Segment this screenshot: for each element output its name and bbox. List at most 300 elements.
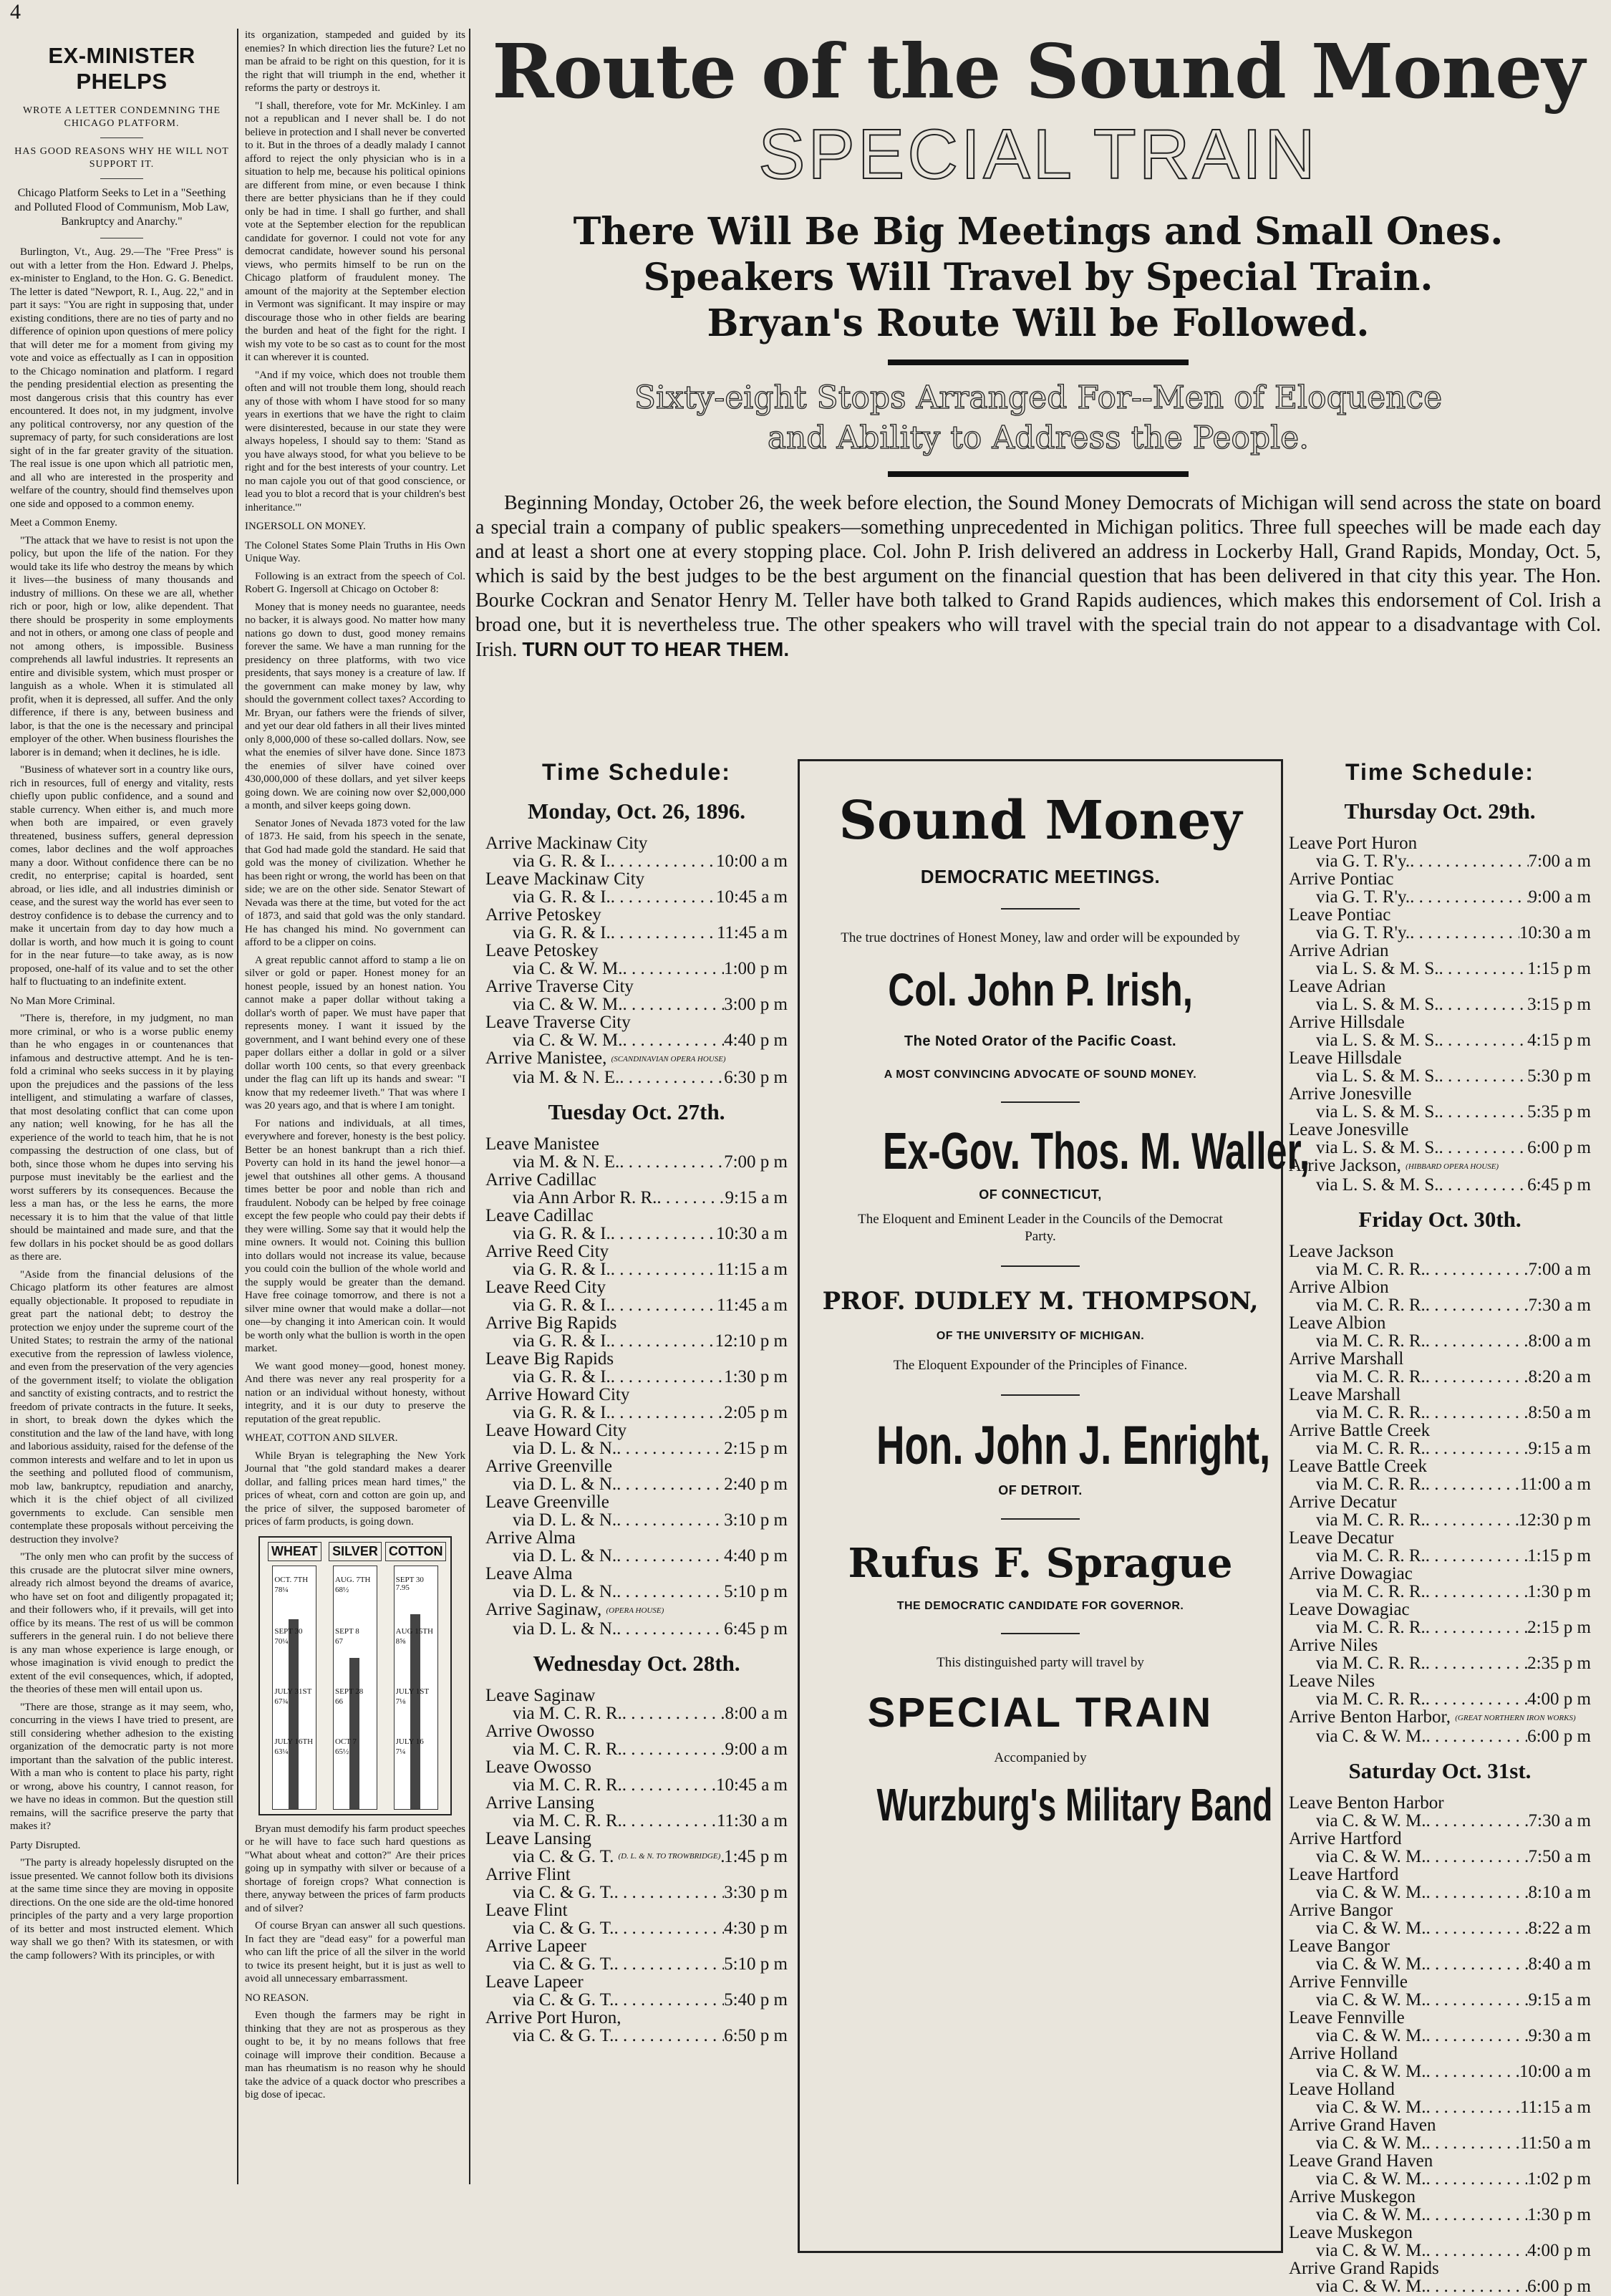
schedule-stop	[1289, 1565, 1591, 1601]
schedule-stop	[485, 1422, 788, 1457]
schedule-stop	[1289, 1243, 1591, 1278]
leader-dots	[1426, 1547, 1527, 1565]
stop-action	[1289, 1350, 1591, 1368]
schedule-stop	[1289, 1830, 1591, 1866]
stop-route	[1289, 1654, 1591, 1672]
schedule-day: Wednesday Oct. 28th.	[533, 1650, 740, 1676]
stop-station: Arrive Traverse City	[485, 977, 634, 996]
stop-action	[1289, 1157, 1591, 1176]
stop-railway: via C. & W. M.	[1316, 2169, 1426, 2189]
stop-route	[1289, 960, 1591, 978]
stop-route	[1289, 1103, 1591, 1121]
stop-time: 6:30 p m	[724, 1067, 788, 1087]
schedule-stop	[1289, 1422, 1591, 1457]
stop-railway: via C. & G. T.	[513, 1846, 614, 1866]
stop-railway: via C. & W. M.	[1316, 1918, 1426, 1938]
stop-time: 12:10 p m	[715, 1331, 788, 1351]
leader-dots	[1410, 888, 1528, 906]
schedule-stop	[485, 1493, 788, 1529]
stop-station: Arrive Battle Creek	[1289, 1420, 1431, 1440]
stop-railway: via C. & W. M.	[513, 959, 623, 978]
stop-action	[1289, 1708, 1591, 1727]
leader-dots	[616, 1620, 724, 1638]
leader-dots	[1410, 924, 1519, 942]
leader-dots	[1426, 1991, 1529, 2009]
leader-dots	[1439, 1067, 1528, 1085]
cotton-mark: JULY 16	[395, 1737, 424, 1746]
stop-station: Arrive Grand Rapids	[1289, 2258, 1439, 2278]
stop-route	[485, 1919, 788, 1937]
schedule-stop	[1289, 1121, 1591, 1157]
stop-time: 9:00 a m	[725, 1739, 788, 1759]
left-article-headline: EX-MINISTER PHELPS	[48, 43, 195, 94]
stop-route	[1289, 1368, 1591, 1386]
leader-dots	[1426, 2027, 1529, 2045]
page-number: 4	[10, 0, 21, 24]
stop-station: Leave Bangor	[1289, 1936, 1390, 1956]
stop-time: 12:30 p m	[1518, 1510, 1591, 1530]
stop-route	[485, 1955, 788, 1973]
article-paragraph: "The party is already hopelessly disrupted on the issue presented. We cannot follow both its divisions at the same time since they are moving in opposite directions. On the one side are the old-time honored principles of the party and a very large proportion of its better and most instructed element. Which way shall we go then? With its statesmen, or with the camp followers? With its principles, or with	[10, 1857, 233, 1962]
stop-railway: via M. C. R. R.	[1316, 1402, 1426, 1422]
stop-route	[485, 1153, 788, 1171]
stop-time: 10:45 a m	[716, 887, 788, 907]
stop-railway: via G. R. & I.	[513, 852, 611, 871]
stop-station: Arrive Lapeer	[485, 1936, 586, 1956]
schedule-stop	[1289, 2259, 1591, 2295]
stop-railway: via L. S. & M. S.	[1316, 1174, 1439, 1195]
stop-route	[485, 1189, 788, 1207]
schedule-stop	[1289, 1708, 1591, 1745]
cotton-mark: 8⅝	[395, 1636, 406, 1646]
schedule-stop	[485, 1049, 788, 1086]
article-paragraph: A great republic cannot afford to stamp a lie on silver or gold or paper. Honest money for an honest people, issued by an honest nation. You cannot make a paper dollar without taking a dollar's worth of paper. We must have paper that represents money. I want it issued by the government, and I want behind every one of these paper dollars either a dollar in gold or a silver dollar worth 100 cents, so that every greenback under the flag can lift up its hands and swear: "I know that my redeemer liveth." That was where I was 20 years ago, and that is where I am tonight.	[245, 954, 465, 1111]
stop-time: 4:30 p m	[724, 1918, 788, 1938]
stop-station: Arrive Mackinaw City	[485, 834, 648, 853]
column-rule	[237, 29, 238, 2184]
schedule-stop	[1289, 2009, 1591, 2045]
stop-route	[485, 1332, 788, 1350]
stop-railway: via C. & W. M.	[1316, 2204, 1426, 2224]
stop-railway: via M. & N. E.	[513, 1152, 620, 1172]
leader-dots	[1426, 1511, 1519, 1529]
stop-railway: via G. R. & I.	[513, 1295, 611, 1315]
leader-dots	[616, 1511, 724, 1529]
stop-station: Arrive Hillsdale	[1289, 1013, 1405, 1032]
stop-route	[485, 1260, 788, 1278]
stop-action	[485, 1601, 788, 1620]
schedule-stop	[1289, 1529, 1591, 1565]
stop-station: Leave Petoskey	[485, 941, 599, 960]
stop-station: Arrive Dowagiac	[1289, 1563, 1413, 1583]
stop-action	[1289, 1422, 1591, 1439]
wheat-label: WHEAT	[268, 1542, 321, 1561]
stop-station: Arrive Hartford	[1289, 1828, 1402, 1848]
stop-station: Leave Howard City	[485, 1420, 627, 1440]
stop-railway: via G. R. & I.	[513, 887, 611, 907]
stop-time: 10:30 a m	[1519, 923, 1591, 942]
stop-station: Leave Marshall	[1289, 1384, 1401, 1404]
stop-station: Arrive Adrian	[1289, 941, 1389, 960]
leader-dots	[1426, 2206, 1528, 2224]
left-article-column	[10, 43, 233, 2184]
leader-dots	[1426, 2170, 1528, 2188]
wheat-mark: 67¾	[274, 1697, 289, 1706]
schedule-stop	[1289, 1085, 1591, 1121]
leader-dots	[619, 1069, 724, 1086]
schedule-stop	[1289, 1901, 1591, 1937]
stop-time: 4:40 p m	[724, 1031, 788, 1050]
stop-time: 4:15 p m	[1527, 1031, 1591, 1050]
stop-action	[485, 2009, 788, 2027]
stop-railway: via D. L. & N.	[513, 1438, 617, 1458]
stop-station: Leave Jonesville	[1289, 1120, 1409, 1139]
article-subhead: No Man More Criminal.	[10, 995, 115, 1007]
stop-station: Leave Lapeer	[485, 1972, 584, 1992]
stop-station: Arrive Niles	[1289, 1635, 1378, 1655]
silver-mark: 65½	[334, 1747, 349, 1756]
cotton-label: COTTON	[385, 1542, 447, 1561]
stop-action	[485, 1901, 788, 1919]
stop-action	[1289, 834, 1591, 852]
stop-railway: via C. & W. M.	[1316, 1810, 1426, 1830]
stop-station: Arrive Saginaw,	[485, 1599, 602, 1619]
article-paragraph: "There is, therefore, in my judgment, no man more criminal, or who is a worse public enemy than he who engages in or countenances that infamous and destructive attempt. And he is ten-fold a criminal who seeks success in it by playing upon the prejudices and the passions of the less intelligent, and stimulating a warfare of classes, that most desolating conflict that can come upon any nation; well knowing, for he has all the experience of the world to teach him, that he is not compassing the destruction of one class, but of both, since those whom he dupes into serving his purpose must inevitably be the earliest and the worst sufferers by its consequences. Because the less a man has, or the less he earns, the more necessary it is to him that the value of that little should be maintained and made sure, and that the few dollars in his pocket should be as good dollars as there are.	[10, 1013, 233, 1263]
ad-subtitle-line: Sixty-eight Stops Arranged For--Men of Eloquence	[634, 380, 1443, 416]
stop-time: 9:00 a m	[1528, 887, 1591, 907]
stop-railway: via C. & G. T.	[513, 1954, 614, 1974]
cotton-mark: 7⅛	[395, 1697, 406, 1706]
leader-dots	[1426, 1727, 1528, 1745]
stop-route	[1289, 1690, 1591, 1708]
stop-time: 9:15 a m	[725, 1187, 788, 1207]
ad-intro-bold: TURN OUT TO HEAR THEM.	[522, 638, 790, 660]
divider	[100, 178, 143, 179]
stop-route	[1289, 1583, 1591, 1601]
mb-text: This distinguished party will travel by	[937, 1655, 1144, 1670]
stop-route	[1289, 1139, 1591, 1157]
stop-time: 10:00 a m	[1519, 2061, 1591, 2081]
stop-route	[485, 1704, 788, 1722]
schedule-day: Monday, Oct. 26, 1896.	[528, 799, 745, 824]
stop-time: 11:00 a m	[1519, 1474, 1591, 1494]
stop-action	[1289, 2188, 1591, 2206]
silver-label: SILVER	[329, 1542, 382, 1561]
stop-action	[1289, 1636, 1591, 1654]
stop-railway: via M. C. R. R.	[1316, 1653, 1426, 1673]
wheat-mark: SEPT 30	[274, 1626, 303, 1636]
stop-railway: via Ann Arbor R. R.	[513, 1187, 657, 1207]
schedule-stop	[1289, 2045, 1591, 2080]
stop-station: Leave Reed City	[485, 1277, 606, 1297]
mb-speaker-name: Hon. John J. Enright,	[876, 1415, 1271, 1476]
article-subhead: WHEAT, COTTON AND SILVER.	[245, 1432, 398, 1444]
stop-action	[485, 1278, 788, 1296]
stop-time: 11:45 a m	[716, 1295, 788, 1315]
stop-time: 8:22 a m	[1528, 1918, 1591, 1938]
schedule-stop	[485, 1243, 788, 1278]
article-paragraph: For nations and individuals, at all times, everywhere and forever, honesty is the best policy. Better be an honest bankrupt than a rich thief. Poverty can hold in its hand the jewel honor—a jewel that outshines all other gems. A thousand times better be poor and noble than rich and fraudulent. Nobody can be helped by free coinage except the few people who could pay their debts if they were willing. Some say that it would help the mine owners. It would not. Coining this bullion into dollars would not increase its value, because you could coin the bullion of the whole world and the supply would be greater than the demand. Have free coinage tomorrow, and there is not a silver mine owner that would make a dollar—not one—by changing it into American coin. It would be worth only what the bullion is worth in the open market.	[245, 1117, 465, 1354]
stop-station: Arrive Reed City	[485, 1241, 609, 1261]
stop-time: 1:45 p m	[724, 1846, 788, 1866]
thick-rule	[888, 471, 1189, 477]
leader-dots	[611, 1332, 715, 1350]
stop-route	[1289, 1991, 1591, 2009]
stop-action	[485, 1135, 788, 1153]
stop-railway: via C. & W. M.	[1316, 2097, 1426, 2117]
leader-dots	[623, 960, 725, 978]
stop-time: 1:02 p m	[1527, 2169, 1591, 2189]
stop-route	[1289, 2063, 1591, 2080]
mb-speaker-desc: The Eloquent Expounder of the Principles of Finance.	[893, 1358, 1188, 1373]
stop-time: 7:50 a m	[1528, 1846, 1591, 1866]
article-paragraph: "And if my voice, which does not trouble them often and will not trouble them long, should reach any of those with whom I have stood for so many years in exertions that we have the right to claim were disinterested, because in our state they were always hopeless, I should say to them: 'Stand as you have always stood, for what you believe to be right and for the best interests of your country. Let no man cajole you out of that good conscience, or lead you to blot a record that is your children's best inheritance.'"	[245, 369, 465, 513]
schedule-stop	[485, 2009, 788, 2045]
stop-route	[485, 2027, 788, 2045]
special-train-advertisement	[475, 27, 1601, 2296]
stop-action	[485, 1049, 788, 1069]
stop-route	[1289, 2242, 1591, 2259]
stop-station: Leave Grand Haven	[1289, 2151, 1433, 2171]
stop-venue-note: (OPERA HOUSE)	[606, 1606, 664, 1615]
stop-time: 11:50 a m	[1519, 2133, 1591, 2153]
stop-time: 5:10 p m	[724, 1954, 788, 1974]
leader-dots	[1426, 1883, 1529, 1901]
leader-dots	[611, 1296, 717, 1314]
silver-mark: OCT 7	[334, 1737, 357, 1746]
stop-time: 8:50 a m	[1528, 1402, 1591, 1422]
stop-railway: via M. C. R. R.	[1316, 1438, 1426, 1458]
stop-route	[1289, 1031, 1591, 1049]
leader-dots	[619, 1153, 724, 1171]
stop-station: Arrive Owosso	[485, 1721, 595, 1741]
stop-railway: via C. & W. M.	[1316, 1726, 1426, 1746]
leader-dots	[1410, 852, 1528, 870]
stop-station: Arrive Howard City	[485, 1384, 630, 1404]
stop-action	[1289, 2045, 1591, 2063]
schedule-stop	[485, 1457, 788, 1493]
leader-dots	[1426, 1848, 1529, 1866]
stop-route	[1289, 1332, 1591, 1350]
cotton-mark: AUG 15TH	[395, 1626, 433, 1636]
schedule-day: Thursday Oct. 29th.	[1344, 799, 1536, 824]
stop-station: Arrive Alma	[485, 1528, 576, 1548]
leader-dots	[616, 1583, 724, 1601]
stop-time: 10:00 a m	[716, 852, 788, 871]
stop-railway: via C. & W. M.	[513, 1031, 623, 1050]
leader-dots	[1426, 2277, 1528, 2295]
ad-deck-line: Speakers Will Travel by Special Train.	[643, 256, 1433, 299]
schedule-stop	[1289, 1672, 1591, 1708]
schedule-stop	[1289, 2224, 1591, 2259]
leader-dots	[616, 1439, 724, 1457]
wheat-mark: JULY 16TH	[274, 1737, 314, 1746]
stop-route	[485, 1031, 788, 1049]
silver-mark: 66	[334, 1697, 343, 1706]
stop-time: 9:15 a m	[1528, 1989, 1591, 2010]
stop-action	[485, 1207, 788, 1225]
article-paragraph: "Aside from the financial delusions of the Chicago platform its other features are almost equally objectionable. It proposed to repudiate in great part the national debt; to destroy the protection we enjoy under the supreme court of the United States; to restrain the army of the national executive from the repression of lawless violence, and even from the preservation of the very agencies of the government itself; to violate the obligation and sanctity of existing contracts, and to restrict the freedom of private contracts in the future. It seeks, in short, to break down the dykes which the constitution and the law of the land have, with long and laborious assiduity, raised for the defense of the common interests and welfare and to let in upon us the seething and polluted flood of communism, mob law, bankruptcy, repudiation and anarchy, which it is the chief object of all civilized governments to exclude. Can sensible men contemplate these proposals without perceiving the destruction they involve?	[10, 1268, 233, 1545]
stop-time: 9:30 a m	[1528, 2025, 1591, 2045]
stop-action	[1289, 2224, 1591, 2242]
stop-time: 7:00 p m	[724, 1152, 788, 1172]
ad-subtitle-line: and Ability to Address the People.	[767, 420, 1310, 456]
stop-time: 7:30 a m	[1528, 1295, 1591, 1315]
stop-route	[1289, 2206, 1591, 2224]
schedule-stop	[485, 1866, 788, 1901]
stop-time: 2:15 p m	[1527, 1617, 1591, 1637]
stop-station: Leave Flint	[485, 1900, 568, 1920]
stop-station: Arrive Big Rapids	[485, 1313, 617, 1333]
stop-action	[485, 1794, 788, 1812]
stop-station: Leave Hartford	[1289, 1864, 1399, 1884]
article-paragraph: its organization, stampeded and guided by its enemies? In which direction lies the future? Let no man be afraid to be right on this question, for it is the right that will triumph in the end, whether it reforms the party or destroys it.	[245, 29, 465, 94]
mb-speaker-desc: The Noted Orator of the Pacific Coast.	[904, 1033, 1177, 1049]
schedule-stop	[485, 1013, 788, 1049]
stop-railway: via C. & W. M.	[1316, 1846, 1426, 1866]
stop-railway: via M. C. R. R.	[1316, 1331, 1426, 1351]
mb-band-name: Wurzburg's Military Band	[876, 1779, 1273, 1830]
stop-station: Arrive Pontiac	[1289, 869, 1394, 889]
stop-railway: via C. & G. T.	[513, 1918, 614, 1938]
stop-action	[1289, 2152, 1591, 2170]
thick-rule	[888, 360, 1189, 365]
leader-dots	[1426, 1955, 1529, 1973]
stop-station: Leave Holland	[1289, 2079, 1395, 2099]
mb-speaker-name: Ex-Gov. Thos. M. Waller,	[882, 1123, 1310, 1180]
cotton-mark: JULY 1ST	[395, 1687, 430, 1696]
stop-route	[485, 1475, 788, 1493]
stop-time: 4:40 p m	[724, 1545, 788, 1566]
stop-station: Arrive Fennville	[1289, 1972, 1408, 1992]
stop-station: Arrive Grand Haven	[1289, 2115, 1436, 2135]
left-article-deck-1: WROTE A LETTER CONDEMNING THE CHICAGO PLATFORM.	[22, 105, 221, 129]
second-article-column	[245, 29, 465, 2184]
schedule-stop	[485, 1830, 788, 1866]
leader-dots	[1426, 2098, 1520, 2116]
leader-dots	[1426, 1475, 1520, 1493]
stop-time: 2:40 p m	[724, 1474, 788, 1494]
stop-time: 2:05 p m	[724, 1402, 788, 1422]
schedule-stop	[1289, 1457, 1591, 1493]
stop-route	[1289, 1439, 1591, 1457]
stop-action	[1289, 906, 1591, 924]
stop-railway: via L. S. & M. S.	[1316, 1138, 1439, 1157]
article-paragraph: Senator Jones of Nevada 1873 voted for the law of 1873. He said, from his speech in the senate, that God had made gold the standard. He said that gold was the money of civilization. Whether he has been right or wrong, the world has been on that side; we are on the other side. Senator Stewart of Nevada was there at the time, but voted for the act of 1873, and said that gold was the only standard. He has changed his mind. No government can afford to be a clipper on coins.	[245, 817, 465, 948]
stop-railway: via C. & W. M.	[1316, 1989, 1426, 2010]
stop-station: Arrive Jonesville	[1289, 1084, 1412, 1104]
stop-railway: via G. R. & I.	[513, 923, 611, 942]
stop-railway: via C. & W. M.	[1316, 2276, 1426, 2296]
mb-speaker-name: Rufus F. Sprague	[848, 1540, 1233, 1587]
stop-action	[1289, 1901, 1591, 1919]
stop-action	[1289, 1278, 1591, 1296]
mb-speaker-from: OF CONNECTICUT,	[979, 1187, 1102, 1202]
stop-route	[485, 1848, 788, 1866]
schedule-stop	[485, 1901, 788, 1937]
stop-route	[1289, 1919, 1591, 1937]
schedule-stop	[485, 870, 788, 906]
article-paragraph: "There are those, strange as it may seem, who, concurring in the views I have tried to present, are still considering whether adhesion to the existing organization of the democratic party is not more important than the salvation of the public interest. With a man who is content to place his party, right or wrong, above his country, I cannot reason, for we have no ideas in common. But the question still remains, will the sacrifice preserve the party that makes it?	[10, 1701, 233, 1832]
leader-dots	[1426, 1619, 1527, 1636]
stop-station: Arrive Decatur	[1289, 1492, 1397, 1512]
stop-station: Arrive Holland	[1289, 2043, 1398, 2063]
stop-time: 7:00 a m	[1528, 852, 1591, 871]
stop-route	[1289, 1619, 1591, 1636]
schedule-stop	[1289, 906, 1591, 942]
stop-railway: via C. & W. M.	[1316, 2025, 1426, 2045]
stop-railway: via L. S. & M. S.	[1316, 959, 1439, 978]
mb-special-train: SPECIAL TRAIN	[867, 1689, 1214, 1736]
stop-action	[1289, 1866, 1591, 1883]
leader-dots	[1439, 960, 1528, 978]
stop-route	[1289, 2098, 1591, 2116]
stop-railway: via C. & W. M.	[1316, 2240, 1426, 2260]
stop-time: 6:45 p m	[1527, 1174, 1591, 1195]
stop-railway: via M. C. R. R.	[1316, 1295, 1426, 1315]
schedule-stop	[1289, 1866, 1591, 1901]
mb-text: Accompanied by	[994, 1750, 1087, 1765]
leader-dots	[1426, 1919, 1529, 1937]
stop-station: Leave Jackson	[1289, 1241, 1394, 1261]
stop-station: Arrive Manistee,	[485, 1048, 607, 1068]
stop-station: Leave Lansing	[485, 1828, 591, 1848]
stop-time: 8:00 a m	[1528, 1331, 1591, 1351]
silver-thermometer	[328, 1542, 382, 1810]
stop-route	[1289, 2277, 1591, 2295]
stop-station: Leave Dowagiac	[1289, 1599, 1410, 1619]
stop-station: Arrive Marshall	[1289, 1349, 1404, 1369]
schedule-stop	[485, 1601, 788, 1638]
stop-route	[485, 1404, 788, 1422]
schedule-stop	[1289, 1314, 1591, 1350]
stop-station: Arrive Flint	[485, 1864, 571, 1884]
stop-time: 10:45 a m	[716, 1775, 788, 1795]
leader-dots	[614, 1883, 724, 1901]
ad-title-outline: SPECIAL TRAIN	[758, 115, 1318, 193]
stop-action	[1289, 2116, 1591, 2134]
stop-route	[485, 1991, 788, 2009]
stop-route	[485, 995, 788, 1013]
schedule-stop	[1289, 1636, 1591, 1672]
leader-dots	[1426, 1690, 1527, 1708]
stop-station: Leave Hillsdale	[1289, 1048, 1402, 1068]
stop-route-note: (D. L. & N. TO TROWBRIDGE)	[618, 1851, 721, 1861]
stop-route	[485, 888, 788, 906]
stop-station: Arrive Jackson,	[1289, 1156, 1401, 1175]
silver-mark: 67	[334, 1636, 343, 1646]
stop-railway: via G. R. & I.	[513, 1223, 611, 1243]
stop-station: Leave Battle Creek	[1289, 1456, 1427, 1476]
stop-time: 5:30 p m	[1527, 1066, 1591, 1086]
wheat-mark: 78¼	[274, 1585, 289, 1594]
schedule-stop	[485, 1278, 788, 1314]
leader-dots	[611, 852, 716, 870]
stop-station: Leave Port Huron	[1289, 834, 1418, 853]
schedule-stop	[485, 1207, 788, 1243]
thermometer-tube	[272, 1566, 316, 1810]
leader-dots	[1439, 1139, 1528, 1157]
mb-speaker	[800, 961, 1281, 1019]
stop-action	[1289, 1529, 1591, 1547]
stop-time: 1:00 p m	[724, 959, 788, 978]
stop-action	[1289, 1601, 1591, 1619]
stop-route	[485, 1511, 788, 1529]
silver-mark: AUG. 7TH	[334, 1575, 371, 1584]
schedule-stop	[485, 1973, 788, 2009]
stop-time: 3:30 p m	[724, 1882, 788, 1902]
stop-time: 1:30 p m	[1527, 2204, 1591, 2224]
